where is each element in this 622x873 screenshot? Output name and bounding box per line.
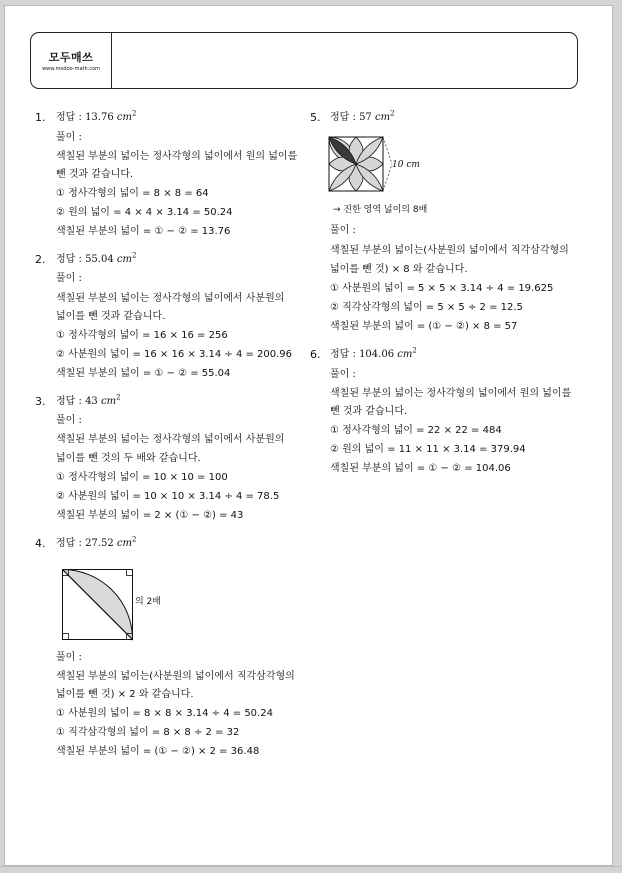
solution-line: 색칠된 부분의 넓이는(사분원의 넓이에서 직각삼각형의 [330,245,569,256]
solution-label: 풀이 : [56,415,82,426]
problem-number: 2. [35,253,46,266]
solution-line: 넓이를 뺀 것) × 2 와 같습니다. [56,689,194,700]
problem-number: 6. [310,348,321,361]
answer-exp: 2 [412,346,417,355]
solution-line: 색칠된 부분의 넓이는 정사각형의 넓이에서 원의 넓이를 [330,388,572,399]
answer-line [56,111,136,125]
answer-exp: 2 [131,535,137,544]
answer-unit: cm [116,112,132,123]
answer-line [56,395,121,409]
solution-line: 색칠된 부분의 넓이는 정사각형의 넓이에서 사분원의 [56,293,285,304]
solution-line: ① 정사각형의 넓이 = 22 × 22 = 484 [330,425,502,436]
solution-line: ① 정사각형의 넓이 = 8 × 8 = 64 [56,188,209,199]
solution-line: ② 직각삼각형의 넓이 = 5 × 5 ÷ 2 = 12.5 [330,302,523,313]
solution-line: 넓이를 뺀 것과 같습니다. [56,311,166,322]
answer-value: 43 [85,396,98,407]
answer-label: 정답 : [330,349,356,360]
solution-line: 뺀 것과 같습니다. [56,169,134,180]
answer-line [330,111,395,125]
answer-label: 정답 : [56,396,82,407]
solution-line: 뺀 것과 같습니다. [330,406,408,417]
solution-line: 색칠된 부분의 넓이 = ① − ② = 104.06 [330,463,511,474]
answer-exp: 2 [116,393,121,402]
solution-label: 풀이 : [56,132,82,143]
solution-line: 색칠된 부분의 넓이 = ① − ② = 13.76 [56,226,231,237]
solution-line: 색칠된 부분의 넓이 = (① − ②) × 2 = 36.48 [56,746,260,757]
problem-number: 5. [310,111,321,124]
solution-label: 풀이 : [56,273,82,284]
brand-name: 모두매쓰 [48,51,94,64]
answer-exp: 2 [390,109,395,118]
answer-label: 정답 : [56,538,82,549]
problem-number: 4. [35,537,46,550]
answer-label: 정답 : [330,112,356,123]
quarter-circle-figure [62,569,134,641]
problem-number: 1. [35,111,46,124]
solution-label: 풀이 : [330,369,356,380]
solution-line: ① 사분원의 넓이 = 8 × 8 × 3.14 ÷ 4 = 50.24 [56,708,273,719]
answer-exp: 2 [131,251,137,260]
answer-label: 정답 : [56,254,82,265]
answer-value: 57 [359,112,372,123]
answer-value: 13.76 [85,112,114,123]
solution-line: 색칠된 부분의 넓이 = 2 × (① − ②) = 43 [56,510,244,521]
answer-line [56,253,136,267]
solution-line: 색칠된 부분의 넓이는 정사각형의 넓이에서 원의 넓이를 [56,151,298,162]
page-bottom-edge [0,866,622,867]
solution-line: ② 원의 넓이 = 4 × 4 × 3.14 = 50.24 [56,207,233,218]
solution-line: ① 정사각형의 넓이 = 10 × 10 = 100 [56,472,228,483]
solution-line: 넓이를 뺀 것) × 8 와 같습니다. [330,264,468,275]
figure-caption: 의 2배 [135,597,161,607]
solution-line: 색칠된 부분의 넓이 = ① − ② = 55.04 [56,368,231,379]
solution-line: ① 정사각형의 넓이 = 16 × 16 = 256 [56,330,228,341]
solution-line: ② 사분원의 넓이 = 16 × 16 × 3.14 ÷ 4 = 200.96 [56,349,293,360]
solution-label: 풀이 : [56,652,82,663]
answer-value: 104.06 [359,349,395,360]
problem-number: 3. [35,395,46,408]
solution-line: 넓이를 뺀 것의 두 배와 같습니다. [56,453,201,464]
figure-caption: → 진한 영역 넓이의 8배 [333,205,428,215]
answer-unit: cm [116,538,132,549]
answer-line [330,348,417,362]
solution-line: 색칠된 부분의 넓이는 정사각형의 넓이에서 사분원의 [56,434,285,445]
solution-line: ② 사분원의 넓이 = 10 × 10 × 3.14 ÷ 4 = 78.5 [56,491,280,502]
page-header [30,32,578,89]
answer-unit: cm [116,254,132,265]
solution-line: 색칠된 부분의 넓이 = (① − ②) × 8 = 57 [330,321,518,332]
answer-unit: cm [397,349,413,360]
solution-line: ① 사분원의 넓이 = 5 × 5 × 3.14 ÷ 4 = 19.625 [330,283,554,294]
brand-box [31,33,112,88]
brand-url: www.modoo-math.com [42,66,100,72]
answer-unit: cm [100,396,117,407]
answer-unit: cm [374,112,391,123]
answer-value: 27.52 [85,538,114,549]
solution-label: 풀이 : [330,225,356,236]
answer-exp: 2 [131,109,137,118]
figure-length-label: 10 cm [392,160,420,170]
answer-label: 정답 : [56,112,82,123]
answer-line [56,537,136,551]
solution-line: 색칠된 부분의 넓이는(사분원의 넓이에서 직각삼각형의 [56,671,295,682]
answer-value: 55.04 [85,254,114,265]
solution-line: ① 직각삼각형의 넓이 = 8 × 8 ÷ 2 = 32 [56,727,240,738]
solution-line: ② 원의 넓이 = 11 × 11 × 3.14 = 379.94 [330,444,526,455]
